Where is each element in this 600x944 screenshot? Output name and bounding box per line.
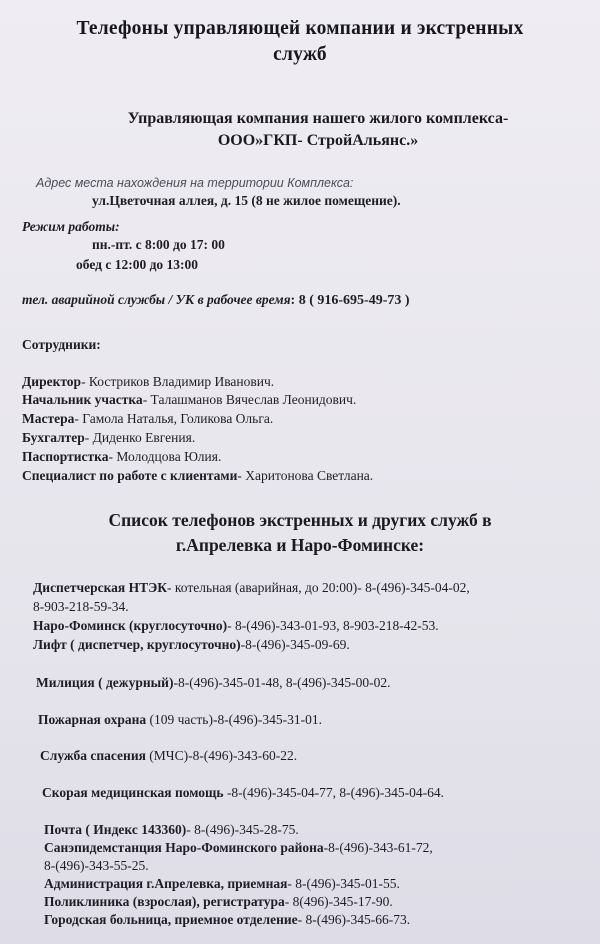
address-label: Адрес места нахождения на территории Комплекса: (36, 176, 354, 190)
address-value: ул.Цветочная аллея, д. 15 (8 не жилое помещение). (92, 193, 401, 208)
service-phones: - 8-(496)-345-66-73. (297, 912, 411, 927)
service-name: Поликлиника (взрослая), регистратура (44, 894, 285, 909)
service-name: Милиция ( дежурный) (36, 675, 174, 690)
service-name: Лифт ( диспетчер, круглосуточно) (33, 637, 241, 652)
staff-item-director (22, 373, 274, 391)
page-title-line-2: служб (273, 44, 327, 65)
service-item-ambulance (42, 784, 444, 802)
service-phones: -8-(496)-345-09-69. (240, 637, 350, 652)
service-phones: -8-(496)-343-61-72, (323, 840, 433, 855)
service-item-naro-fominsk (33, 617, 439, 635)
emergency-phone-label: тел. аварийной службы / УК в рабочее время (22, 292, 291, 307)
staff-item-passport-officer (22, 448, 221, 466)
service-item-ntek (33, 579, 470, 597)
staff-role: Бухгалтер (22, 430, 85, 445)
page-title (0, 16, 600, 68)
service-phones: - 8-(496)-345-28-75. (186, 822, 299, 837)
services-heading-line-1: Список телефонов экстренных и других служб в (108, 510, 492, 530)
service-phones: (109 часть)-8-(496)-345-31-01. (146, 712, 323, 727)
emergency-phone-line (22, 291, 410, 310)
company-block (0, 108, 600, 152)
services-heading-line-2: г.Апрелевка и Наро-Фоминске: (175, 535, 425, 555)
staff-role: Директор (22, 374, 82, 389)
service-name: Администрация г.Апрелевка, приемная (44, 876, 288, 891)
service-name: Диспетчерская НТЭК (33, 580, 168, 595)
staff-role: Паспортистка (22, 449, 109, 464)
service-phones: - 8(496)-345-17-90. (284, 894, 393, 909)
emergency-phone-value: : 8 ( 916-695-49-73 ) (290, 293, 410, 308)
service-name: Городская больница, приемное отделение (44, 912, 298, 927)
schedule-weekdays: пн.-пт. с 8:00 до 17: 00 (92, 237, 225, 252)
service-name: Скорая медицинская помощь (42, 785, 224, 800)
schedule-label: Режим работы: (22, 219, 120, 234)
staff-name: - Гамола Наталья, Голикова Ольга. (74, 411, 274, 426)
service-name: Санэпидемстанция Наро-Фоминского района (44, 840, 324, 855)
staff-name: - Харитонова Светлана. (237, 468, 374, 483)
staff-item-client-specialist (22, 467, 373, 485)
service-item-administration (44, 875, 400, 893)
service-name: Служба спасения (40, 748, 146, 763)
staff-name: - Талашманов Вячеслав Леонидович. (142, 392, 357, 407)
service-item-polyclinic (44, 893, 393, 911)
staff-name: - Диденко Евгения. (84, 430, 196, 445)
service-phones: (МЧС)-8-(496)-343-60-22. (145, 748, 298, 763)
company-line-1: Управляющая компания нашего жилого комплекса- (127, 110, 509, 127)
staff-role: Начальник участка (22, 392, 143, 407)
service-name: Почта ( Индекс 143360) (44, 822, 187, 837)
service-name: Наро-Фоминск (круглосуточно) (33, 618, 228, 633)
staff-item-site-chief (22, 391, 356, 409)
staff-item-masters (22, 410, 273, 428)
service-item-rescue (40, 747, 297, 765)
service-phones: -8-(496)-345-04-77, 8-(496)-345-04-64. (223, 785, 445, 800)
service-phones: - 8-(496)-345-01-55. (287, 876, 400, 891)
service-item-hospital (44, 911, 410, 929)
services-heading (0, 508, 600, 558)
service-phones: -8-(496)-345-01-48, 8-(496)-345-00-02. (173, 675, 391, 690)
service-item-ntek-cont: 8-903-218-59-34. (33, 599, 129, 614)
service-phones: - 8-(496)-343-01-93, 8-903-218-42-53. (227, 618, 439, 633)
service-phones: - котельная (аварийная, до 20:00)- 8-(496)-345-04-02, (167, 580, 470, 595)
staff-role: Специалист по работе с клиентами (22, 468, 238, 483)
service-item-sanepid-cont: 8-(496)-343-55-25. (44, 858, 149, 873)
schedule-lunch: обед с 12:00 до 13:00 (76, 257, 199, 272)
staff-name: - Молодцова Юлия. (108, 449, 222, 464)
service-name: Пожарная охрана (38, 712, 147, 727)
service-item-elevator (33, 636, 350, 654)
service-item-police (36, 674, 391, 692)
staff-name: - Костриков Владимир Иванович. (81, 374, 275, 389)
staff-item-accountant (22, 429, 195, 447)
company-line-2: ООО»ГКП- СтройАльянс.» (217, 132, 419, 149)
service-item-sanepid (44, 839, 433, 857)
staff-role: Мастера (22, 411, 75, 426)
service-item-fire (38, 711, 322, 729)
service-item-post (44, 821, 299, 839)
staff-heading: Сотрудники: (22, 337, 101, 352)
page-title-line-1: Телефоны управляющей компании и экстренных (76, 18, 524, 39)
